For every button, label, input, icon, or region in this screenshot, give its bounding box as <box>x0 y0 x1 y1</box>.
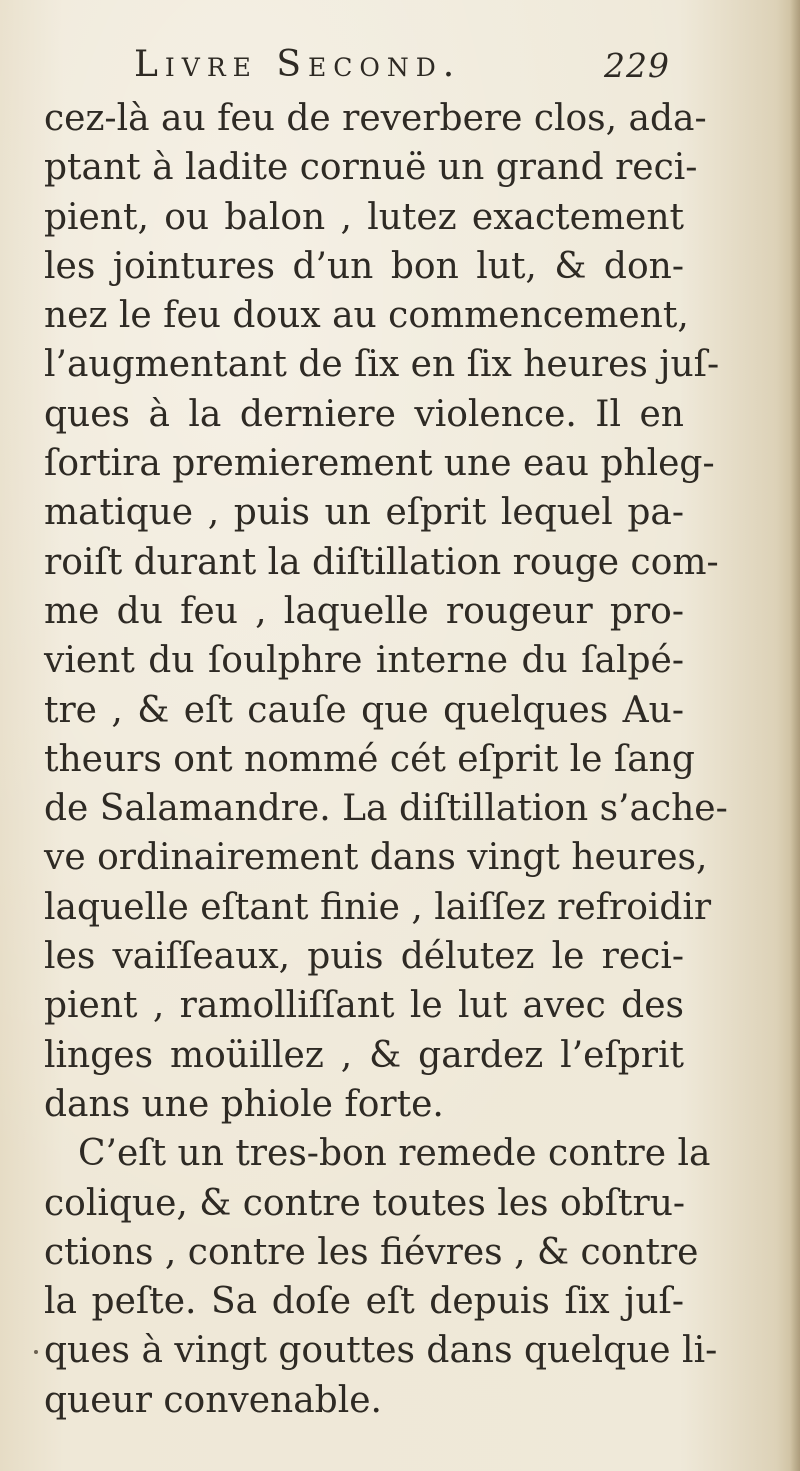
text-line: nez le feu doux au commencement, <box>44 295 689 337</box>
text-line: laquelle eſtant finie , laiſſez refroidir <box>44 886 712 928</box>
text-line: queur convenable. <box>44 1379 382 1421</box>
text-line: la peſte. Sa doſe eſt depuis ſix juſ- <box>44 1281 684 1323</box>
text-line: theurs ont nommé cét eſprit le ſang <box>44 738 695 780</box>
body-text <box>44 94 728 1425</box>
text-line: matique , puis un eſprit lequel pa- <box>44 492 684 534</box>
text-line: les jointures d’un bon lut, & don- <box>44 245 684 287</box>
text-line: ques à vingt gouttes dans quelque li- <box>44 1330 718 1372</box>
text-line: C’eſt un tres-bon remede contre la <box>78 1133 711 1175</box>
page-edge-shadow <box>790 0 800 1471</box>
text-line: ſortira premierement une eau phleg- <box>44 443 715 485</box>
ink-speck <box>34 1350 38 1354</box>
text-line: linges moüillez , & gardez l’eſprit <box>44 1034 684 1076</box>
text-line: me du feu , laquelle rougeur pro- <box>44 590 684 632</box>
text-line: roiſt durant la diſtillation rouge com- <box>44 541 719 583</box>
running-head <box>110 44 670 94</box>
running-title: Livre Second. <box>134 44 462 85</box>
text-line: ptant à ladite cornuë un grand reci- <box>44 147 698 189</box>
text-line: pient , ramolliſſant le lut avec des <box>44 985 684 1027</box>
text-line: de Salamandre. La diſtillation s’ache- <box>44 788 728 830</box>
text-line: ctions , contre les fiévres , & contre <box>44 1231 699 1273</box>
page-number: 229 <box>604 46 670 85</box>
text-line: les vaiſſeaux, puis délutez le reci- <box>44 936 684 978</box>
text-line: pient, ou balon , lutez exactement <box>44 196 684 238</box>
paragraph-2 <box>44 1129 718 1425</box>
paragraph-1 <box>44 94 728 1129</box>
text-line: cez-là au feu de reverbere clos, ada- <box>44 98 707 139</box>
text-line: l’augmentant de ſix en ſix heures juſ- <box>44 344 720 386</box>
text-line: ve ordinairement dans vingt heures, <box>44 837 708 879</box>
text-line: colique, & contre toutes les obſtru- <box>44 1182 686 1224</box>
text-line: ques à la derniere violence. Il en <box>44 393 684 435</box>
text-line: vient du ſoulphre interne du ſalpé- <box>44 640 684 682</box>
text-line: dans une phiole forte. <box>44 1083 444 1125</box>
text-line: tre , & eſt cauſe que quelques Au- <box>44 689 684 731</box>
